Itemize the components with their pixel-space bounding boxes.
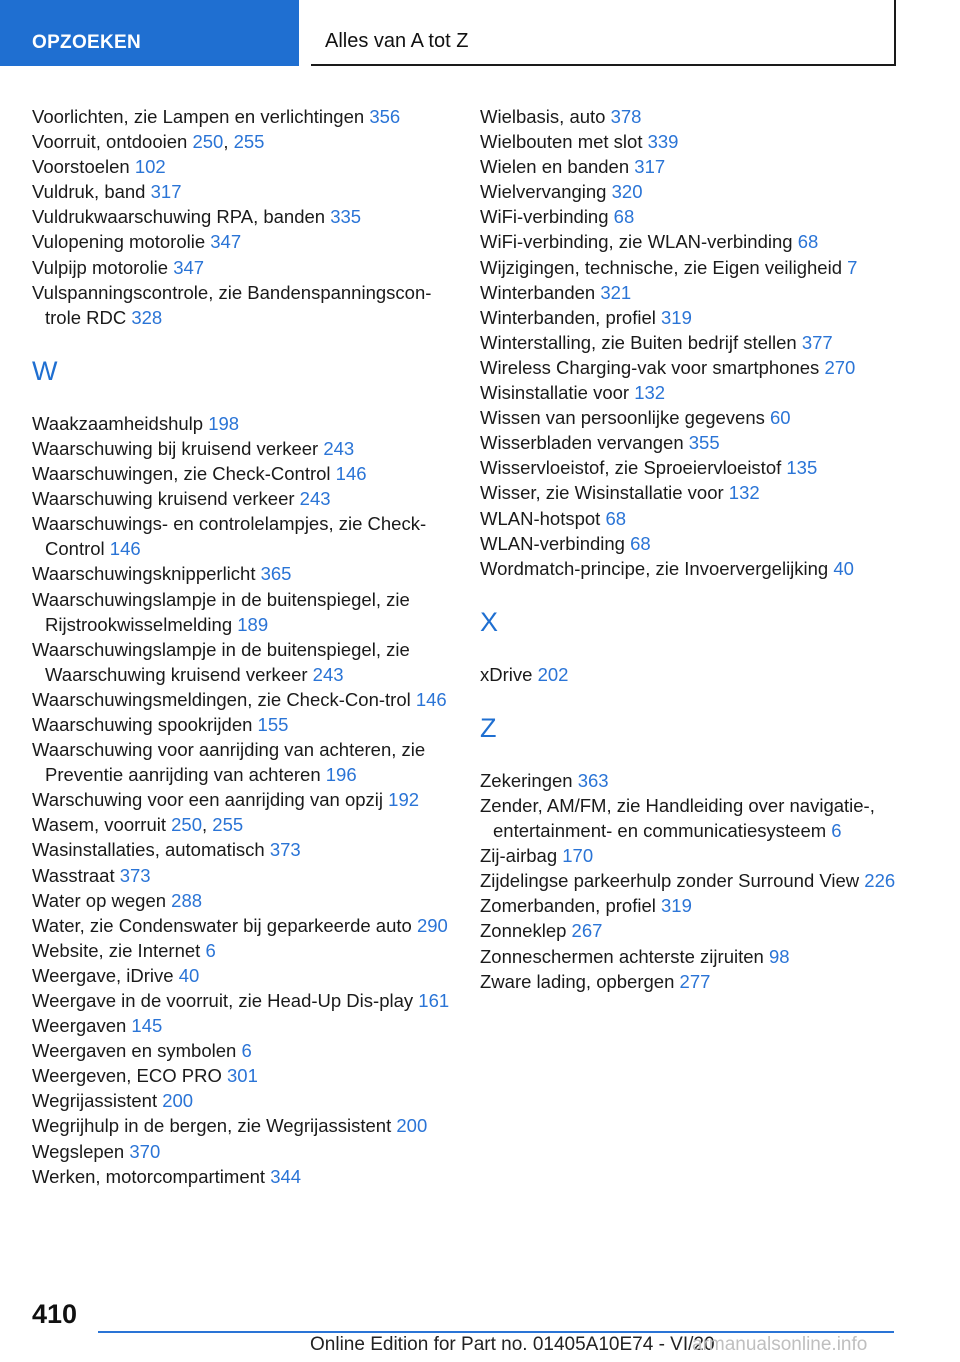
- index-entry-label: Werken, motorcompartiment: [32, 1165, 271, 1187]
- page-reference-link[interactable]: 317: [150, 181, 182, 203]
- index-entry: [32, 436, 452, 461]
- page-reference-link[interactable]: 202: [537, 663, 569, 685]
- index-entry: [480, 843, 920, 868]
- page-reference-link[interactable]: 226: [864, 870, 896, 892]
- chapter-title: Alles van A tot Z: [311, 0, 896, 66]
- index-entry-label: Zonneschermen achterste zijruiten: [480, 945, 769, 967]
- index-entry-label: Wielvervanging: [480, 181, 612, 203]
- index-entry: [32, 154, 452, 179]
- page-reference-link[interactable]: 68: [613, 206, 635, 228]
- index-entry-label: WLAN-verbinding: [480, 532, 631, 554]
- index-entry-label: Winterbanden: [480, 281, 601, 303]
- index-entry-label: Waarschuwingsmeldingen, zie Check-Con-trol: [32, 688, 416, 710]
- index-entry: [480, 531, 920, 556]
- page-reference-link[interactable]: 200: [162, 1090, 194, 1112]
- page-reference-link[interactable]: 243: [312, 663, 344, 685]
- page-reference-link[interactable]: 98: [768, 945, 790, 967]
- index-entry: [32, 1164, 452, 1189]
- index-entry: [480, 255, 920, 280]
- index-entry-label: Wordmatch-principe, zie Invoervergelijking: [480, 557, 834, 579]
- page-reference-link[interactable]: 370: [129, 1140, 161, 1162]
- index-entry: [32, 837, 452, 862]
- index-entry-label: Wegslepen: [32, 1140, 130, 1162]
- page-reference-link[interactable]: 40: [833, 557, 854, 579]
- page-reference-link[interactable]: 60: [770, 407, 791, 429]
- index-entry: [480, 330, 920, 355]
- page-reference-link[interactable]: 6: [241, 1040, 252, 1062]
- index-entry-label: Vulopening motorolie: [32, 231, 211, 253]
- page-reference-link[interactable]: 270: [824, 356, 856, 378]
- index-entry-label: Zomerbanden, profiel: [480, 895, 661, 917]
- index-entry-label: Website, zie Internet: [32, 939, 206, 961]
- index-entry: [480, 768, 920, 793]
- index-entry: [32, 737, 452, 787]
- index-entry: [480, 355, 920, 380]
- page-reference-link[interactable]: 317: [634, 156, 666, 178]
- page-reference-link[interactable]: 363: [577, 769, 609, 791]
- page-reference-link[interactable]: 6: [205, 939, 216, 961]
- index-entry: [32, 1113, 452, 1138]
- page-reference-link[interactable]: 250: [171, 814, 202, 836]
- index-entry-label: Weergaven: [32, 1015, 132, 1037]
- index-entry: [480, 969, 920, 994]
- page-reference-link[interactable]: 277: [679, 970, 711, 992]
- index-entry: [480, 944, 920, 969]
- index-entry: [32, 129, 452, 154]
- watermark: armanualsonline.info: [692, 1334, 868, 1355]
- page-separator: ,: [223, 131, 234, 153]
- index-entry-label: Warschuwing voor een aanrijding van opzij: [32, 789, 389, 811]
- index-entry: [32, 913, 452, 938]
- index-entry-label: Zware lading, opbergen: [480, 970, 680, 992]
- index-entry: [32, 204, 452, 229]
- index-entry-label: Water op wegen: [32, 889, 172, 911]
- index-entry-label: Vulpijp motorolie: [32, 256, 174, 278]
- index-entry-label: Wielen en banden: [480, 156, 635, 178]
- page-reference-link[interactable]: 319: [661, 895, 692, 917]
- page-reference-link[interactable]: 192: [388, 789, 420, 811]
- index-entry: [32, 1063, 452, 1088]
- index-entry: [480, 104, 920, 129]
- index-entry: [32, 561, 452, 586]
- page-reference-link[interactable]: 7: [847, 256, 858, 278]
- page-reference-link[interactable]: 146: [335, 463, 367, 485]
- index-entry: [32, 104, 452, 129]
- page-reference-link[interactable]: 347: [173, 256, 205, 278]
- index-entry-label: Voorstoelen: [32, 156, 135, 178]
- index-entry: [32, 179, 452, 204]
- page-reference-link[interactable]: 319: [661, 306, 692, 328]
- index-entry: [480, 430, 920, 455]
- page-reference-link[interactable]: 68: [630, 532, 651, 554]
- edition-note: Online Edition for Part no. 01405A10E74 - VI/20: [310, 1334, 715, 1355]
- index-entry: [32, 1139, 452, 1164]
- index-entry-label: Wisinstallatie voor: [480, 382, 635, 404]
- index-entry: [480, 893, 920, 918]
- page-reference-link[interactable]: 378: [610, 106, 642, 127]
- page-reference-link[interactable]: 267: [571, 920, 603, 942]
- index-entry-label: WLAN-hotspot: [480, 507, 606, 529]
- index-entry-label: Vuldrukwaarschuwing RPA, banden: [32, 206, 331, 228]
- index-entry-label: Weergave in de voorruit, zie Head-Up Dis-play: [32, 990, 419, 1011]
- page-reference-link[interactable]: 321: [600, 281, 632, 303]
- index-entry-label: Wijzigingen, technische, zie Eigen veiligheid: [480, 256, 848, 278]
- index-entry-label: Waarschuwing kruisend verkeer: [32, 488, 300, 510]
- index-entry: [480, 305, 920, 330]
- page-reference-link[interactable]: 243: [299, 488, 331, 510]
- page-reference-link[interactable]: 146: [109, 538, 141, 560]
- page-reference-link[interactable]: 373: [119, 864, 151, 886]
- index-entry-label: Wasstraat: [32, 864, 120, 886]
- index-entry: [32, 888, 452, 913]
- page-reference-link[interactable]: 189: [237, 613, 269, 635]
- index-entry-label: Zijdelingse parkeerhulp zonder Surround View: [480, 870, 865, 892]
- index-entry: [32, 1038, 452, 1063]
- page-reference-link[interactable]: 328: [131, 306, 163, 328]
- page-reference-link[interactable]: 255: [233, 131, 265, 153]
- index-entry-label: WiFi-verbinding, zie WLAN-verbinding: [480, 231, 798, 253]
- index-entry: [480, 506, 920, 531]
- index-entry-label: Zonneklep: [480, 920, 572, 942]
- index-entry-label: Waarschuwingsknipperlicht: [32, 563, 261, 585]
- index-entry: [480, 280, 920, 305]
- index-entry: [32, 1013, 452, 1038]
- page-reference-link[interactable]: 6: [831, 820, 842, 842]
- page-number: 410: [32, 1299, 78, 1329]
- index-entry-label: xDrive: [480, 663, 538, 685]
- index-entry: [480, 380, 920, 405]
- index-column-right: [480, 104, 920, 994]
- index-entry-label: Waarschuwings- en controlelampjes, zie Check-Control: [32, 513, 427, 560]
- index-entry: [32, 486, 452, 511]
- index-entry: [32, 787, 452, 812]
- index-entry: [480, 204, 920, 229]
- index-entry-label: Weergaven en symbolen: [32, 1040, 242, 1062]
- index-entry: [32, 255, 452, 280]
- index-entry-label: Wisser, zie Wisinstallatie voor: [480, 482, 729, 504]
- index-entry-label: Waarschuwingslampje in de buitenspiegel, zie Rijstrookwisselmelding: [32, 588, 410, 635]
- page-reference-link[interactable]: 40: [178, 964, 200, 986]
- index-entry-label: Waarschuwing spookrijden: [32, 713, 258, 735]
- index-entry-label: Wisservloeistof, zie Sproeiervloeistof: [480, 457, 787, 479]
- index-entry-label: Winterstalling, zie Buiten bedrijf stellen: [480, 331, 802, 353]
- index-letter-heading: X: [480, 606, 499, 637]
- index-column-left: [32, 104, 452, 1189]
- index-entry: [32, 988, 452, 1013]
- page-reference-link[interactable]: 161: [418, 990, 450, 1011]
- index-entry: [32, 411, 452, 436]
- index-entry-label: Voorruit, ontdooien: [32, 131, 193, 153]
- page-reference-link[interactable]: 365: [260, 563, 292, 585]
- page-reference-link[interactable]: 132: [728, 482, 760, 504]
- index-letter-heading: W: [32, 355, 58, 386]
- index-entry-label: Wasem, voorruit: [32, 814, 172, 836]
- index-entry-label: Voorlichten, zie Lampen en verlichtingen: [32, 106, 370, 127]
- page-reference-link[interactable]: 320: [611, 181, 643, 203]
- index-entry: [32, 712, 452, 737]
- index-entry: [32, 687, 452, 712]
- index-entry: [32, 511, 452, 561]
- index-entry: [480, 480, 920, 505]
- index-entry-label: Weergave, iDrive: [32, 964, 179, 986]
- page-reference-link[interactable]: 200: [396, 1115, 428, 1137]
- index-entry-label: Wielbasis, auto: [480, 106, 611, 127]
- page-reference-link[interactable]: 68: [605, 507, 627, 529]
- page-reference-link[interactable]: 146: [415, 688, 447, 710]
- page-reference-link[interactable]: 243: [323, 437, 355, 459]
- index-letter-heading: Z: [480, 712, 497, 743]
- index-entry: [32, 1088, 452, 1113]
- index-entry-label: Waarschuwingslampje in de buitenspiegel, zie Waarschuwing kruisend verkeer: [32, 638, 410, 685]
- index-entry-label: Vuldruk, band: [32, 181, 151, 203]
- index-entry: [480, 662, 920, 687]
- page-reference-link[interactable]: 301: [227, 1065, 258, 1087]
- page-reference-link[interactable]: 196: [325, 764, 357, 786]
- section-tab: OPZOEKEN: [0, 0, 299, 66]
- index-entry-label: Wasinstallaties, automatisch: [32, 839, 270, 861]
- index-entry-label: Wireless Charging-vak voor smartphones: [480, 356, 825, 378]
- index-entry-label: Zender, AM/FM, zie Handleiding over navigatie-, entertainment- en communicatiesysteem: [480, 794, 875, 842]
- index-entry: [32, 863, 452, 888]
- page-separator: ,: [202, 814, 213, 836]
- page-reference-link[interactable]: 250: [192, 131, 224, 153]
- index-entry: [32, 637, 452, 687]
- index-entry-label: Wegrijhulp in de bergen, zie Wegrijassistent: [32, 1115, 397, 1137]
- page-reference-link[interactable]: 356: [369, 106, 401, 127]
- index-entry-label: Wegrijassistent: [32, 1090, 163, 1112]
- index-entry-label: WiFi-verbinding: [480, 206, 614, 228]
- index-entry: [480, 455, 920, 480]
- index-entry-label: Waakzaamheidshulp: [32, 412, 209, 434]
- page-reference-link[interactable]: 335: [330, 206, 362, 228]
- page-reference-link[interactable]: 155: [257, 713, 289, 735]
- index-entry: [32, 461, 452, 486]
- index-entry-label: Weergeven, ECO PRO: [32, 1065, 228, 1087]
- page-reference-link[interactable]: 344: [270, 1165, 302, 1187]
- page-reference-link[interactable]: 288: [171, 889, 203, 911]
- page-reference-link[interactable]: 170: [562, 845, 594, 867]
- index-entry: [480, 918, 920, 943]
- page-reference-link[interactable]: 198: [208, 412, 240, 434]
- index-entry-label: Zekeringen: [480, 769, 578, 791]
- page-reference-link[interactable]: 68: [797, 231, 819, 253]
- index-entry: [32, 280, 452, 330]
- index-entry-label: Waarschuwing voor aanrijding van achteren, zie Preventie aanrijding van achteren: [32, 739, 426, 786]
- index-entry-label: Wisserbladen vervangen: [480, 432, 689, 454]
- index-entry: [32, 963, 452, 988]
- index-entry-label: Winterbanden, profiel: [480, 306, 661, 328]
- page-reference-link[interactable]: 373: [269, 839, 301, 861]
- index-entry: [32, 587, 452, 637]
- index-entry: [480, 154, 920, 179]
- index-entry: [480, 229, 920, 254]
- page-reference-link[interactable]: 339: [647, 131, 679, 153]
- page-reference-link[interactable]: 377: [801, 331, 833, 353]
- index-entry: [480, 868, 920, 893]
- index-entry-label: Water, zie Condenswater bij geparkeerde auto: [32, 914, 417, 936]
- page-reference-link[interactable]: 290: [416, 914, 448, 936]
- index-entry: [32, 938, 452, 963]
- index-entry: [32, 812, 452, 837]
- page-reference-link[interactable]: 132: [634, 382, 666, 404]
- page-reference-link[interactable]: 145: [131, 1015, 163, 1037]
- page-reference-link[interactable]: 135: [786, 457, 818, 479]
- index-entry: [480, 129, 920, 154]
- index-entry: [480, 556, 920, 581]
- index-entry-label: Vulspanningscontrole, zie Bandenspanningscon-trole RDC: [32, 281, 432, 328]
- page-reference-link[interactable]: 255: [212, 814, 244, 836]
- index-entry: [480, 405, 920, 430]
- index-entry-label: Waarschuwing bij kruisend verkeer: [32, 437, 324, 459]
- index-entry-label: Wissen van persoonlijke gegevens: [480, 407, 770, 429]
- footer-divider: [98, 1331, 894, 1333]
- index-entry: [480, 793, 920, 843]
- index-entry: [480, 179, 920, 204]
- index-entry: [32, 229, 452, 254]
- index-entry-label: Waarschuwingen, zie Check-Control: [32, 463, 336, 485]
- page-header: [0, 0, 960, 66]
- index-entry-label: Zij-airbag: [480, 845, 563, 867]
- page-reference-link[interactable]: 347: [210, 231, 242, 253]
- page-reference-link[interactable]: 102: [134, 156, 166, 178]
- page-reference-link[interactable]: 355: [688, 432, 720, 454]
- index-entry-label: Wielbouten met slot: [480, 131, 648, 153]
